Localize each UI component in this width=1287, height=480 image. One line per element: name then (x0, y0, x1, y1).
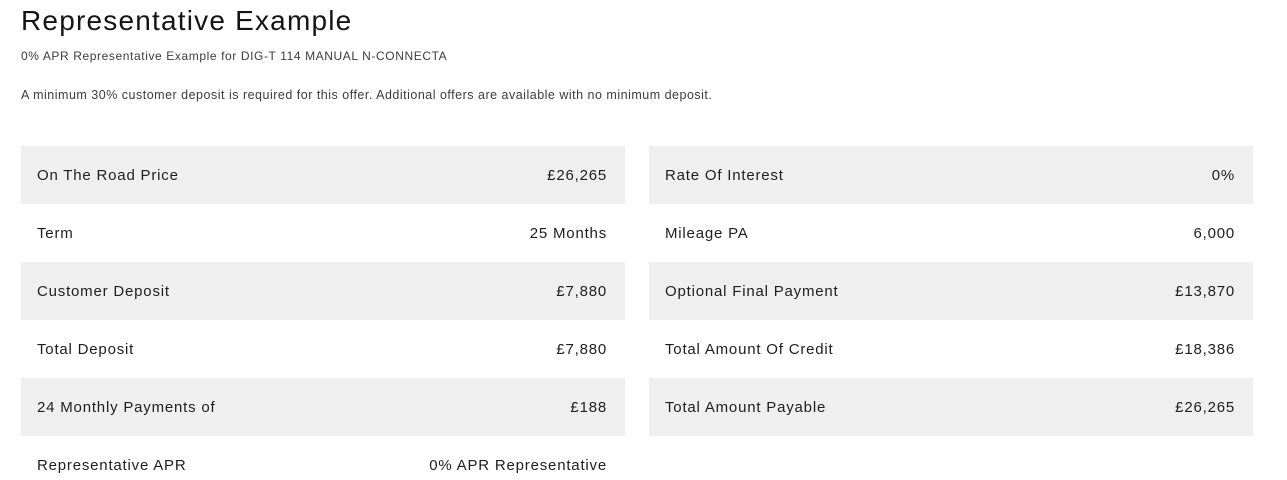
row-label: Total Amount Of Credit (665, 340, 834, 358)
row-value: £13,870 (1175, 282, 1235, 300)
row-total-amount-of-credit (649, 320, 1253, 378)
minimum-deposit-note: A minimum 30% customer deposit is required for this offer. Additional offers are available with no minimum deposit. (21, 88, 713, 103)
finance-table-right (649, 146, 1253, 480)
row-monthly-payments (21, 378, 625, 436)
row-value: 25 Months (529, 224, 607, 242)
row-on-the-road-price (21, 146, 625, 204)
row-value: £7,880 (556, 340, 607, 358)
row-value: £26,265 (547, 166, 607, 184)
finance-table-left (21, 146, 625, 480)
row-customer-deposit (21, 262, 625, 320)
row-total-deposit (21, 320, 625, 378)
row-value: 6,000 (1193, 224, 1235, 242)
row-label: Total Amount Payable (665, 398, 827, 416)
row-mileage-pa (649, 204, 1253, 262)
finance-tables (21, 146, 1253, 480)
row-value: 0% (1211, 166, 1235, 184)
page-title: Representative Example (21, 5, 353, 36)
row-value: £26,265 (1175, 398, 1235, 416)
row-total-amount-payable (649, 378, 1253, 436)
row-value: £7,880 (556, 282, 607, 300)
row-label: Representative APR (37, 456, 187, 474)
row-label: 24 Monthly Payments of (37, 398, 216, 416)
row-label: Rate Of Interest (665, 166, 784, 184)
row-optional-final-payment (649, 262, 1253, 320)
row-label: On The Road Price (37, 166, 179, 184)
row-value: £188 (570, 398, 607, 416)
row-representative-apr (21, 436, 625, 480)
row-label: Optional Final Payment (665, 282, 839, 300)
row-label: Total Deposit (37, 340, 135, 358)
row-label: Customer Deposit (37, 282, 170, 300)
row-term (21, 204, 625, 262)
row-label: Mileage PA (665, 224, 749, 242)
page-subtitle: 0% APR Representative Example for DIG-T 114 MANUAL N-CONNECTA (21, 48, 448, 63)
row-value: £18,386 (1175, 340, 1235, 358)
row-rate-of-interest (649, 146, 1253, 204)
row-value: 0% APR Representative (429, 456, 607, 474)
row-label: Term (37, 224, 74, 242)
